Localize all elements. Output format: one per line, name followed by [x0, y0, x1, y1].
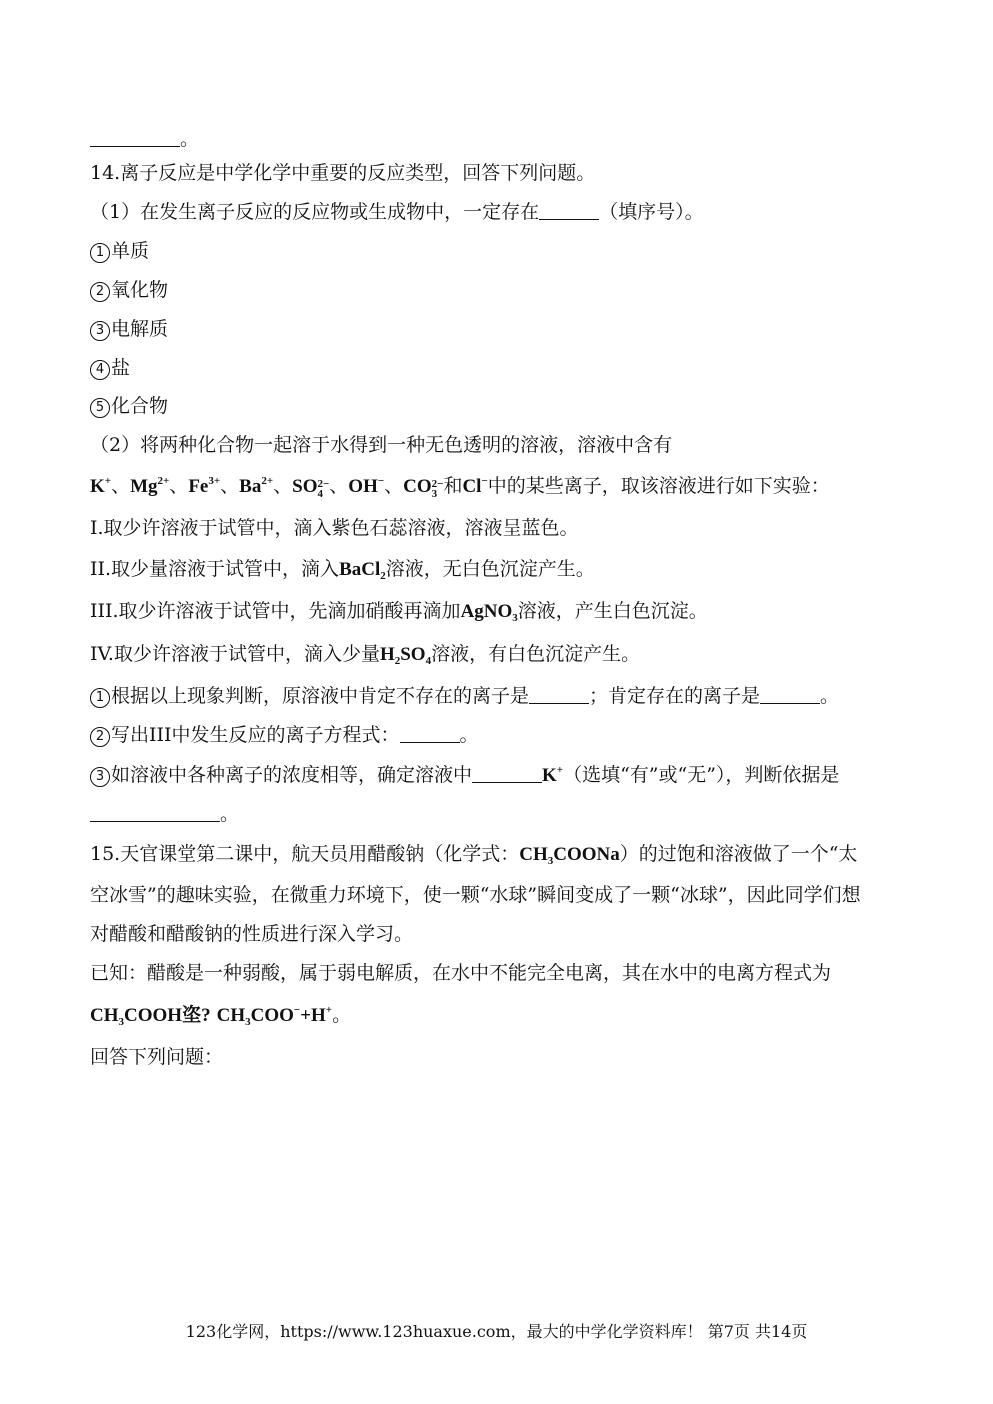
- circled-number: 3: [90, 321, 110, 341]
- q14-subquestion-2: 2 写出III中发生反应的离子方程式： 。: [90, 722, 910, 748]
- answer-blank[interactable]: [472, 764, 542, 783]
- q13-answer-line: 。: [90, 126, 910, 152]
- q15-line-6: 回答下列问题：: [90, 1046, 224, 1068]
- q14-option-4: 4 盐: [90, 355, 910, 381]
- circled-number: 2: [90, 282, 110, 302]
- answer-blank[interactable]: [760, 685, 820, 704]
- circled-number: 3: [90, 767, 110, 787]
- circled-number: 5: [90, 398, 110, 418]
- formula-oh-ion: OH−: [348, 475, 385, 497]
- formula-k-ion: K+: [542, 764, 564, 786]
- q14-option-3: 3 电解质: [90, 316, 910, 342]
- q14-experiment-3: III.取少许溶液于试管中，先滴加硝酸再滴加AgNO$_3$溶液，产生白色沉淀。: [90, 600, 708, 624]
- q14-ion-list: K+、$Mg^{2+}$、$Fe^{3+}$、$Ba^{2+}$、SO 2− 4 、OH−、CO 2− 3 和Cl−中的某些离子，取该溶液进行如下实验：: [90, 475, 830, 500]
- circled-number: 1: [90, 688, 110, 708]
- q15-line-1: 15.天官课堂第二课中，航天员用醋酸钠（化学式：$CH_3COONa$）的过饱和溶液做了一个“太: [90, 843, 858, 867]
- q15-line-3: 对醋酸和醋酸钠的性质进行深入学习。: [90, 923, 414, 945]
- q14-experiment-1: I.取少许溶液于试管中，滴入紫色石蕊溶液，溶液呈蓝色。: [90, 517, 579, 539]
- q15-line-4: 已知：醋酸是一种弱酸，属于弱电解质，在水中不能完全电离，其在水中的电离方程式为: [90, 962, 832, 984]
- formula-ch3cooh: $CH_3COOH$: [90, 1005, 183, 1028]
- formula-ba-ion: $Ba^{2+}$: [239, 475, 274, 497]
- plus-sign: +: [300, 1005, 312, 1026]
- answer-blank[interactable]: [90, 128, 180, 147]
- circled-number: 2: [90, 727, 110, 747]
- answer-blank[interactable]: [400, 724, 460, 743]
- formula-ch3coo-ion: $CH_3COO^-$: [216, 1004, 301, 1028]
- q14-experiment-2: II.取少量溶液于试管中，滴入BaCl$_2$溶液，无白色沉淀产生。: [90, 558, 595, 582]
- formula-co3-ion: CO 2− 3: [403, 476, 444, 500]
- answer-blank[interactable]: [529, 685, 589, 704]
- q14-subquestion-3-continued: 。: [90, 801, 910, 827]
- q14-option-5: 5 化合物: [90, 393, 910, 419]
- q14-subquestion-3: 3 如溶液中各种离子的浓度相等，确定溶液中 K+（选填“有”或“无”），判断依据是: [90, 762, 910, 789]
- q14-option-1: 1 单质: [90, 238, 910, 264]
- reversible-arrow: 垐?: [182, 1005, 211, 1026]
- formula-ch3coona: $CH_3COONa$: [519, 844, 620, 867]
- answer-blank[interactable]: [90, 803, 220, 822]
- formula-cl-ion: Cl−: [462, 475, 488, 497]
- formula-k-ion: K+: [90, 475, 112, 497]
- formula-h-ion: H+: [311, 1004, 333, 1026]
- formula-mg-ion: $Mg^{2+}$: [130, 475, 170, 497]
- q14-part1: （1）在发生离子反应的反应物或生成物中，一定存在 （填序号）。: [90, 201, 704, 223]
- circled-number: 1: [90, 243, 110, 263]
- formula-agno3: AgNO$_3$: [460, 601, 518, 624]
- q14-title: 14.离子反应是中学化学中重要的反应类型，回答下列问题。: [90, 162, 596, 184]
- q15-ionization-equation: $CH_3COOH$垐? $CH_3COO^-+H^+$。: [90, 1004, 352, 1028]
- formula-so4-ion: SO 2− 4: [292, 476, 330, 500]
- formula-fe-ion: $Fe^{3+}$: [188, 475, 221, 497]
- page-footer: 123化学网，https://www.123huaxue.com，最大的中学化学资料库！ 第7页 共14页: [185, 1322, 808, 1341]
- q14-experiment-4: IV.取少许溶液于试管中，滴入少量$H_2SO_4$溶液，有白色沉淀产生。: [90, 643, 641, 667]
- q14-subquestion-1: 1 根据以上现象判断，原溶液中肯定不存在的离子是 ；肯定存在的离子是 。: [90, 683, 910, 709]
- formula-bacl2: BaCl$_2$: [339, 559, 386, 582]
- answer-blank[interactable]: [539, 201, 599, 220]
- q14-option-2: 2 氧化物: [90, 277, 910, 303]
- q15-line-2: 空冰雪”的趣味实验，在微重力环境下，使一颗“水球”瞬间变成了一颗“冰球”，因此同学们想: [90, 884, 861, 906]
- q14-part2-intro: （2）将两种化合物一起溶于水得到一种无色透明的溶液，溶液中含有: [90, 434, 673, 456]
- formula-h2so4: $H_2SO_4$: [379, 644, 432, 667]
- circled-number: 4: [90, 360, 110, 380]
